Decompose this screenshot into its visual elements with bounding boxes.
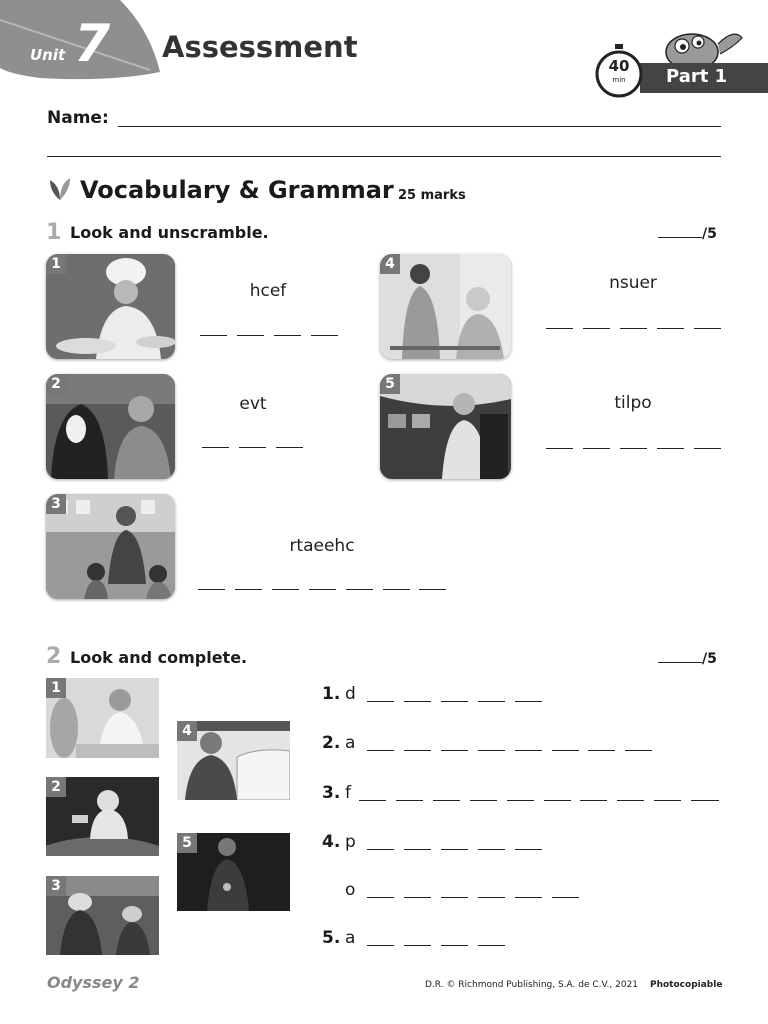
answer-blanks[interactable]: [367, 701, 543, 705]
photo-number: 1: [46, 678, 66, 698]
answer-blanks[interactable]: [367, 945, 507, 949]
question-row-3: [322, 783, 722, 807]
exercise-2-score: /5: [658, 651, 717, 667]
photo-number: 2: [46, 777, 66, 797]
name-input-line-2[interactable]: [47, 156, 721, 157]
firefighter-photo: [46, 876, 159, 955]
question-number: 1.: [322, 684, 341, 704]
section-title: Vocabulary & Grammar: [80, 176, 394, 204]
first-letter: o: [345, 880, 356, 900]
chef-photo: [46, 254, 175, 359]
name-input-line[interactable]: [118, 126, 721, 127]
leaf-sprout-icon: [46, 174, 74, 202]
section-marks: 25 marks: [398, 188, 466, 203]
nurse-photo: [380, 254, 511, 359]
first-letter: d: [345, 684, 356, 704]
timer-unit: min: [612, 76, 626, 84]
photo-number: 1: [46, 254, 66, 274]
scrambled-word: rtaeehc: [289, 536, 355, 556]
exercise-1-number: 1: [46, 220, 62, 245]
answer-blanks[interactable]: [367, 897, 579, 901]
singer-photo: [177, 833, 290, 911]
name-label: Name:: [47, 108, 109, 128]
scrambled-word: hcef: [249, 281, 287, 301]
timer-minutes: 40: [608, 57, 630, 75]
photo-number: 5: [380, 374, 400, 394]
answer-blanks[interactable]: [198, 589, 446, 593]
exercise-1-score: /5: [658, 226, 717, 242]
answer-blanks[interactable]: [546, 328, 721, 332]
photo-number: 4: [380, 254, 400, 274]
question-row-4b: [322, 880, 592, 904]
first-letter: a: [345, 733, 356, 753]
photo-number: 3: [46, 876, 66, 896]
scrambled-word: nsuer: [609, 273, 657, 293]
question-number: 2.: [322, 733, 341, 753]
exercise-1-title: Look and unscramble.: [70, 223, 269, 242]
first-letter: p: [345, 832, 356, 852]
unit-label: Unit: [30, 46, 66, 64]
question-number: 3.: [322, 783, 341, 803]
page-title: Assessment: [162, 30, 358, 64]
answer-blanks[interactable]: [546, 448, 721, 452]
answer-blanks[interactable]: [200, 335, 338, 339]
scrambled-word: tilpo: [614, 393, 652, 413]
pilot-photo: [380, 374, 511, 479]
answer-blanks[interactable]: [367, 750, 653, 754]
unit-number: 7: [74, 14, 111, 74]
exercise-2-title: Look and complete.: [70, 648, 248, 667]
astronaut-photo: [46, 777, 159, 856]
photo-number: 2: [46, 374, 66, 394]
first-letter: a: [345, 928, 356, 948]
teacher-photo: [46, 494, 175, 599]
police-officer-photo: [177, 721, 290, 800]
question-row-2: [322, 733, 662, 757]
footer-photocopiable: Photocopiable: [650, 980, 723, 990]
answer-blanks[interactable]: [367, 849, 543, 853]
question-number: 4.: [322, 832, 341, 852]
exercise-2-number: 2: [46, 644, 62, 669]
vet-photo: [46, 374, 175, 479]
answer-blanks[interactable]: [359, 800, 721, 804]
question-row-1: [322, 684, 552, 708]
footer-brand: Odyssey 2: [47, 973, 140, 992]
photo-number: 3: [46, 494, 66, 514]
doctor-photo: [46, 678, 159, 758]
scrambled-word: evt: [239, 394, 267, 414]
question-number: 5.: [322, 928, 341, 948]
photo-number: 4: [177, 721, 197, 741]
footer-copyright: D.R. © Richmond Publishing, S.A. de C.V., 2021: [425, 980, 639, 990]
photo-number: 5: [177, 833, 197, 853]
question-row-4: [322, 832, 552, 856]
answer-blanks[interactable]: [202, 447, 304, 451]
question-row-5: [322, 928, 522, 952]
first-letter: f: [345, 783, 351, 803]
part-label: Part 1: [666, 66, 728, 87]
